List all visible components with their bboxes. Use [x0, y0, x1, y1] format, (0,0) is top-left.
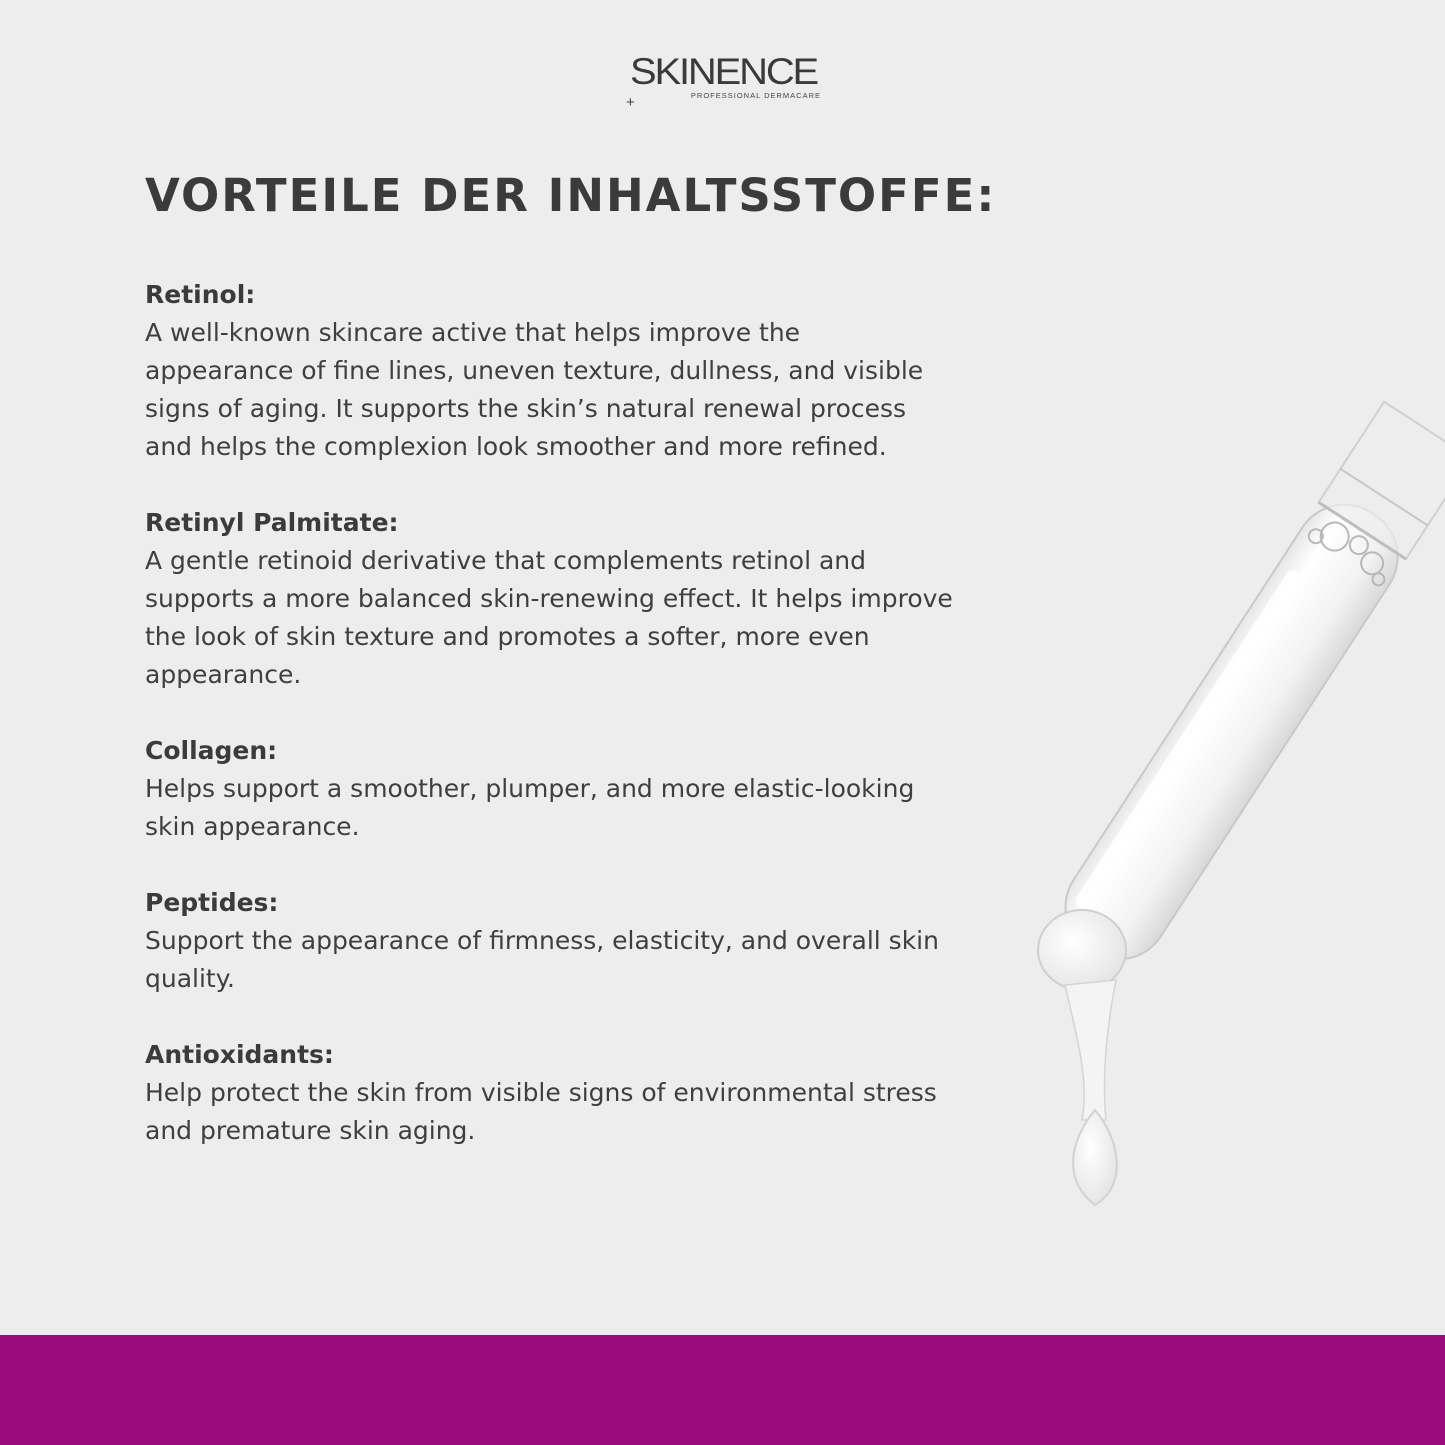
ingredient-name: Collagen:	[145, 736, 278, 765]
brand-name: SKINENCE	[630, 51, 818, 92]
ingredient-peptides	[145, 884, 955, 998]
ingredient-name: Antioxidants:	[145, 1040, 334, 1069]
ingredient-description: A gentle retinoid derivative that complements retinol and supports a more balanced skin-renewing effect. It helps improve the look of skin texture and promotes a softer, more even appearance.	[145, 546, 953, 689]
brand-plus-mark: +	[626, 94, 635, 111]
brand-tagline: PROFESSIONAL DERMACARE	[690, 91, 821, 100]
ingredient-collagen	[145, 732, 955, 846]
serum-dropper-image	[1020, 390, 1445, 1220]
ingredient-description: A well-known skincare active that helps improve the appearance of fine lines, uneven texture, dullness, and visible signs of aging. It supports the skin’s natural renewal process and helps the complexion look smoother and more refined.	[145, 318, 924, 461]
ingredient-list	[145, 276, 955, 1188]
ingredient-description: Support the appearance of firmness, elasticity, and overall skin quality.	[145, 926, 939, 993]
ingredient-name: Retinyl Palmitate:	[145, 508, 399, 537]
ingredient-name: Retinol:	[145, 280, 256, 309]
ingredient-retinyl-palmitate	[145, 504, 955, 694]
ingredient-retinol	[145, 276, 955, 466]
footer-accent-bar	[0, 1335, 1445, 1445]
dropper-tube	[1046, 402, 1445, 979]
ingredient-name: Peptides:	[145, 888, 279, 917]
ingredient-description: Helps support a smoother, plumper, and more elastic-looking skin appearance.	[145, 774, 915, 841]
brand-logo	[626, 52, 826, 114]
ingredient-description: Help protect the skin from visible signs of environmental stress and premature skin aging.	[145, 1078, 937, 1145]
page-title: VORTEILE DER INHALTSSTOFFE:	[145, 169, 997, 222]
ingredient-antioxidants	[145, 1036, 955, 1150]
liquid-drip	[1038, 910, 1126, 1205]
